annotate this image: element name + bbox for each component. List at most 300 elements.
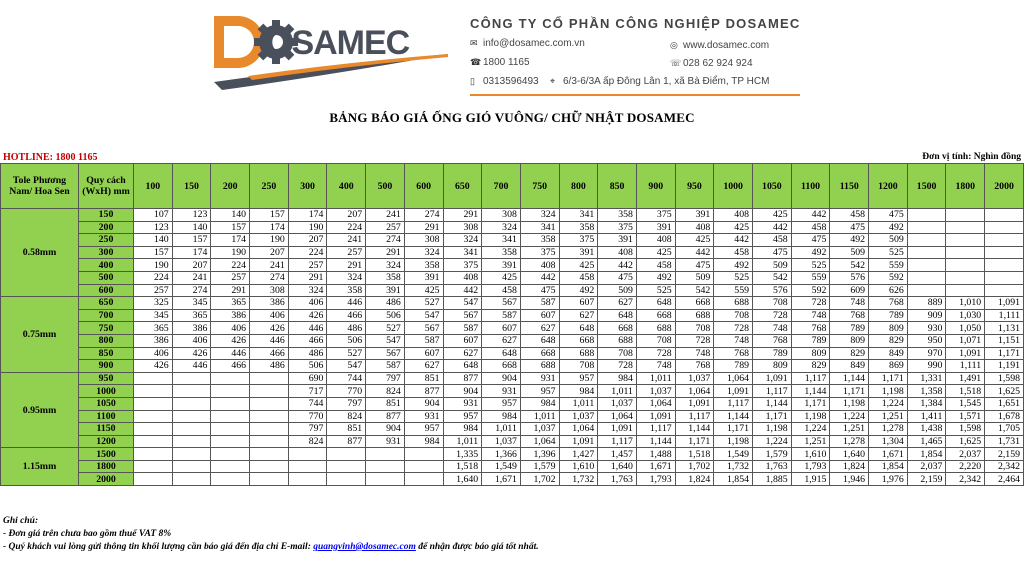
price-cell: 627 <box>404 360 443 373</box>
price-cell: 527 <box>366 322 405 335</box>
table-row <box>1 397 1024 410</box>
table-row <box>1 360 1024 373</box>
price-cell: 1,064 <box>559 423 598 436</box>
table-body <box>1 209 1024 486</box>
price-cell: 274 <box>366 234 405 247</box>
price-cell: 768 <box>869 297 908 310</box>
price-cell: 365 <box>211 297 250 310</box>
price-cell <box>366 460 405 473</box>
price-cell: 627 <box>443 347 482 360</box>
price-cell: 809 <box>791 347 830 360</box>
hotline-contact <box>470 57 530 68</box>
price-cell: 492 <box>714 259 753 272</box>
price-cell: 241 <box>327 234 366 247</box>
price-cell: 690 <box>288 372 327 385</box>
size-cell: 2000 <box>79 473 134 486</box>
price-cell <box>250 397 289 410</box>
price-cell: 475 <box>598 271 637 284</box>
price-cell: 257 <box>288 259 327 272</box>
price-cell <box>134 410 173 423</box>
price-cell: 458 <box>830 209 869 222</box>
price-cell: 442 <box>753 221 792 234</box>
price-cell: 789 <box>714 360 753 373</box>
price-cell: 877 <box>327 435 366 448</box>
price-cell: 375 <box>520 246 559 259</box>
price-cell: 1,111 <box>985 309 1024 322</box>
price-cell: 1,610 <box>791 448 830 461</box>
price-cell: 1,610 <box>559 460 598 473</box>
size-cell: 200 <box>79 221 134 234</box>
price-cell: 789 <box>830 322 869 335</box>
price-cell: 728 <box>636 347 675 360</box>
price-cell <box>172 397 211 410</box>
price-cell <box>327 460 366 473</box>
price-cell: 708 <box>559 360 598 373</box>
price-cell <box>172 372 211 385</box>
price-cell: 1,251 <box>791 435 830 448</box>
price-cell <box>172 473 211 486</box>
price-cell: 1,144 <box>714 410 753 423</box>
price-cell: 442 <box>520 271 559 284</box>
table-row <box>1 234 1024 247</box>
price-cell: 1,171 <box>753 410 792 423</box>
price-cell: 1,064 <box>520 435 559 448</box>
price-cell <box>211 410 250 423</box>
price-cell: 274 <box>172 284 211 297</box>
price-cell: 492 <box>791 246 830 259</box>
website-text[interactable]: www.dosamec.com <box>683 40 770 51</box>
price-cell: 140 <box>211 209 250 222</box>
table-row <box>1 309 1024 322</box>
price-cell: 809 <box>753 360 792 373</box>
price-cell: 425 <box>753 209 792 222</box>
price-cell <box>985 221 1024 234</box>
price-cell: 1,427 <box>559 448 598 461</box>
column-header: 1800 <box>946 164 985 209</box>
size-cell: 1000 <box>79 385 134 398</box>
price-cell: 527 <box>327 347 366 360</box>
column-header: 500 <box>366 164 405 209</box>
price-cell: 241 <box>250 259 289 272</box>
price-cell <box>907 284 946 297</box>
price-cell: 824 <box>327 410 366 423</box>
price-cell <box>172 448 211 461</box>
price-table <box>0 163 1024 486</box>
column-header: 750 <box>520 164 559 209</box>
price-cell: 509 <box>869 234 908 247</box>
price-cell: 425 <box>714 221 753 234</box>
size-cell: 1150 <box>79 423 134 436</box>
table-row <box>1 221 1024 234</box>
price-cell: 789 <box>791 334 830 347</box>
size-cell: 850 <box>79 347 134 360</box>
price-cell: 2,159 <box>985 448 1024 461</box>
price-cell: 1,793 <box>636 473 675 486</box>
table-row <box>1 347 1024 360</box>
price-cell: 325 <box>134 297 173 310</box>
letterhead <box>200 6 800 94</box>
price-cell: 547 <box>366 334 405 347</box>
table-row <box>1 435 1024 448</box>
price-cell: 851 <box>366 397 405 410</box>
price-cell <box>985 284 1024 297</box>
price-cell: 506 <box>327 334 366 347</box>
price-cell: 2,342 <box>985 460 1024 473</box>
price-cell <box>211 473 250 486</box>
price-cell: 157 <box>172 234 211 247</box>
price-cell: 341 <box>443 246 482 259</box>
price-cell: 207 <box>288 234 327 247</box>
note-contact <box>3 541 539 554</box>
price-cell <box>250 423 289 436</box>
price-cell <box>134 448 173 461</box>
price-cell: 984 <box>443 423 482 436</box>
price-cell: 829 <box>869 334 908 347</box>
column-header: 1500 <box>907 164 946 209</box>
price-cell: 408 <box>598 246 637 259</box>
price-cell: 207 <box>172 259 211 272</box>
price-cell <box>946 221 985 234</box>
price-cell: 708 <box>636 334 675 347</box>
price-cell: 1,011 <box>482 423 521 436</box>
price-cell: 984 <box>404 435 443 448</box>
price-cell: 1,091 <box>598 423 637 436</box>
price-cell: 426 <box>134 360 173 373</box>
price-cell: 1,438 <box>907 423 946 436</box>
price-cell: 957 <box>482 397 521 410</box>
price-cell: 466 <box>288 334 327 347</box>
price-cell: 492 <box>830 234 869 247</box>
price-cell: 324 <box>327 271 366 284</box>
price-cell: 1,278 <box>869 423 908 436</box>
price-cell: 1,224 <box>830 410 869 423</box>
price-cell: 425 <box>636 246 675 259</box>
price-cell: 1,549 <box>714 448 753 461</box>
price-cell: 607 <box>443 334 482 347</box>
price-cell: 547 <box>327 360 366 373</box>
price-cell: 1,457 <box>598 448 637 461</box>
price-cell: 324 <box>520 209 559 222</box>
price-cell: 341 <box>559 209 598 222</box>
price-cell: 391 <box>366 284 405 297</box>
price-cell: 748 <box>636 360 675 373</box>
price-cell <box>250 410 289 423</box>
price-cell: 909 <box>907 309 946 322</box>
price-cell: 308 <box>482 209 521 222</box>
price-cell: 341 <box>520 221 559 234</box>
price-cell <box>985 271 1024 284</box>
phone-text: 028 62 924 924 <box>683 58 753 69</box>
price-cell: 728 <box>714 322 753 335</box>
size-cell: 1800 <box>79 460 134 473</box>
price-cell: 1,678 <box>985 410 1024 423</box>
price-cell: 668 <box>675 297 714 310</box>
price-cell <box>907 234 946 247</box>
column-header: 700 <box>482 164 521 209</box>
price-cell: 123 <box>134 221 173 234</box>
price-cell: 375 <box>636 209 675 222</box>
price-cell: 950 <box>907 334 946 347</box>
price-cell: 1,144 <box>791 385 830 398</box>
price-cell: 2,037 <box>946 448 985 461</box>
price-cell <box>134 435 173 448</box>
price-cell: 824 <box>288 435 327 448</box>
column-header: 150 <box>172 164 211 209</box>
size-cell: 800 <box>79 334 134 347</box>
price-cell: 425 <box>404 284 443 297</box>
price-cell: 931 <box>366 435 405 448</box>
price-cell: 1,144 <box>830 372 869 385</box>
price-cell <box>134 473 173 486</box>
mobile-icon: ▯ <box>470 76 475 86</box>
price-cell: 358 <box>598 209 637 222</box>
price-cell: 174 <box>172 246 211 259</box>
price-cell: 931 <box>520 372 559 385</box>
email-contact <box>470 38 585 49</box>
price-cell <box>250 385 289 398</box>
price-cell <box>288 460 327 473</box>
price-cell: 1,011 <box>559 397 598 410</box>
price-cell: 458 <box>636 259 675 272</box>
price-cell: 824 <box>366 385 405 398</box>
price-cell: 1,518 <box>675 448 714 461</box>
price-cell: 1,151 <box>985 334 1024 347</box>
size-cell: 400 <box>79 259 134 272</box>
price-cell: 728 <box>675 334 714 347</box>
mobile-text: 0313596493 <box>483 76 539 87</box>
table-row <box>1 473 1024 486</box>
price-cell: 324 <box>443 234 482 247</box>
price-cell: 1,793 <box>791 460 830 473</box>
price-cell: 1,171 <box>791 397 830 410</box>
table-row <box>1 246 1024 259</box>
thickness-cell: 0.95mm <box>1 372 79 448</box>
note-contact-prefix: - Quý khách vui lòng gửi thông tin khối lượng cần báo giá đến địa chỉ E-mail: <box>3 542 311 552</box>
table-row <box>1 297 1024 310</box>
note-contact-suffix: để nhận được báo giá tốt nhất. <box>418 542 539 552</box>
price-cell: 1,050 <box>946 322 985 335</box>
column-header: 1150 <box>830 164 869 209</box>
price-cell: 1,224 <box>869 397 908 410</box>
price-cell: 475 <box>791 234 830 247</box>
price-cell: 607 <box>520 309 559 322</box>
header-sheet-type: Tole Phương Nam/ Hoa Sen <box>1 164 79 209</box>
price-cell: 442 <box>791 209 830 222</box>
note-vat: - Đơn giá trên chưa bao gồm thuế VAT 8% <box>3 529 172 539</box>
table-row <box>1 423 1024 436</box>
price-cell: 567 <box>482 297 521 310</box>
price-cell: 797 <box>288 423 327 436</box>
price-cell: 626 <box>869 284 908 297</box>
price-cell: 224 <box>327 221 366 234</box>
price-cell <box>211 423 250 436</box>
price-cell: 123 <box>172 209 211 222</box>
table-header-row <box>1 164 1024 209</box>
price-cell: 627 <box>482 334 521 347</box>
price-cell: 174 <box>288 209 327 222</box>
price-cell: 1,071 <box>946 334 985 347</box>
price-cell: 688 <box>714 297 753 310</box>
price-cell: 475 <box>753 246 792 259</box>
price-cell: 768 <box>791 322 830 335</box>
size-cell: 650 <box>79 297 134 310</box>
price-cell: 375 <box>443 259 482 272</box>
price-cell: 1,011 <box>636 372 675 385</box>
price-cell: 408 <box>636 234 675 247</box>
size-cell: 1200 <box>79 435 134 448</box>
price-cell: 2,037 <box>907 460 946 473</box>
email-text[interactable]: info@dosamec.com.vn <box>483 38 585 49</box>
price-cell <box>172 435 211 448</box>
table-row <box>1 271 1024 284</box>
price-cell: 475 <box>830 221 869 234</box>
price-cell: 970 <box>907 347 946 360</box>
price-cell: 748 <box>830 297 869 310</box>
price-cell: 509 <box>598 284 637 297</box>
size-cell: 900 <box>79 360 134 373</box>
price-cell: 391 <box>636 221 675 234</box>
price-cell: 770 <box>327 385 366 398</box>
price-cell: 1,278 <box>830 435 869 448</box>
table-row <box>1 385 1024 398</box>
price-cell <box>134 397 173 410</box>
column-header: 400 <box>327 164 366 209</box>
price-cell <box>946 271 985 284</box>
phone-contact <box>670 58 753 69</box>
price-cell: 475 <box>869 209 908 222</box>
price-cell <box>404 448 443 461</box>
price-cell: 386 <box>250 297 289 310</box>
price-cell: 648 <box>559 322 598 335</box>
column-header: 600 <box>404 164 443 209</box>
price-cell: 492 <box>869 221 908 234</box>
price-cell <box>404 473 443 486</box>
price-cell: 1,651 <box>985 397 1024 410</box>
address-text: 6/3-6/3A ấp Đông Lân 1, xã Bà Điểm, TP HCM <box>563 76 770 87</box>
price-cell: 257 <box>366 221 405 234</box>
phone-icon: ☎ <box>470 57 482 67</box>
price-cell: 324 <box>404 246 443 259</box>
price-cell: 527 <box>404 297 443 310</box>
price-cell: 458 <box>559 271 598 284</box>
price-cell: 241 <box>172 271 211 284</box>
price-cell: 990 <box>907 360 946 373</box>
price-cell: 1,198 <box>753 423 792 436</box>
price-cell: 797 <box>327 397 366 410</box>
price-cell: 1,763 <box>753 460 792 473</box>
price-cell: 291 <box>288 271 327 284</box>
price-cell: 486 <box>366 297 405 310</box>
column-header: 250 <box>250 164 289 209</box>
price-cell: 668 <box>520 347 559 360</box>
price-cell: 904 <box>482 372 521 385</box>
table-row <box>1 410 1024 423</box>
price-cell: 458 <box>714 246 753 259</box>
price-cell: 717 <box>288 385 327 398</box>
price-cell: 877 <box>404 385 443 398</box>
contact-email-link[interactable]: quangvinh@dosamec.com <box>313 542 416 552</box>
price-cell: 466 <box>327 309 366 322</box>
price-cell: 1,251 <box>830 423 869 436</box>
price-cell: 1,091 <box>714 385 753 398</box>
price-cell: 1,732 <box>714 460 753 473</box>
price-cell: 1,705 <box>985 423 1024 436</box>
column-header: 850 <box>598 164 637 209</box>
price-cell: 1,091 <box>675 397 714 410</box>
price-cell: 688 <box>675 309 714 322</box>
size-cell: 950 <box>79 372 134 385</box>
price-cell <box>946 209 985 222</box>
price-cell: 1,171 <box>985 347 1024 360</box>
price-cell: 406 <box>172 334 211 347</box>
price-cell: 648 <box>443 360 482 373</box>
website-contact <box>670 40 769 51</box>
table-row <box>1 322 1024 335</box>
table-row <box>1 259 1024 272</box>
price-cell: 904 <box>366 423 405 436</box>
dosamec-logo <box>208 10 458 90</box>
price-cell: 475 <box>675 259 714 272</box>
price-cell: 190 <box>250 234 289 247</box>
price-cell <box>327 448 366 461</box>
price-cell: 1,037 <box>520 423 559 436</box>
price-cell: 829 <box>791 360 830 373</box>
price-cell <box>404 460 443 473</box>
price-cell: 1,518 <box>443 460 482 473</box>
price-cell: 1,671 <box>636 460 675 473</box>
price-cell: 592 <box>791 284 830 297</box>
price-cell: 587 <box>443 322 482 335</box>
price-cell: 257 <box>134 284 173 297</box>
price-cell: 157 <box>250 209 289 222</box>
unit-label: Đơn vị tính: Nghìn đồng <box>922 152 1021 162</box>
price-cell: 1,763 <box>598 473 637 486</box>
price-cell: 486 <box>288 347 327 360</box>
price-cell: 291 <box>327 259 366 272</box>
price-cell <box>250 460 289 473</box>
size-cell: 1500 <box>79 448 134 461</box>
price-cell: 728 <box>791 297 830 310</box>
price-cell: 426 <box>211 334 250 347</box>
price-cell: 648 <box>482 347 521 360</box>
price-cell: 748 <box>675 347 714 360</box>
price-cell: 957 <box>520 385 559 398</box>
price-cell: 1,171 <box>869 372 908 385</box>
price-cell: 1,488 <box>636 448 675 461</box>
price-cell: 406 <box>250 309 289 322</box>
price-cell: 375 <box>598 221 637 234</box>
price-cell <box>250 435 289 448</box>
price-cell: 984 <box>520 397 559 410</box>
price-cell <box>172 410 211 423</box>
price-cell: 446 <box>172 360 211 373</box>
price-cell: 358 <box>327 284 366 297</box>
price-cell: 1,011 <box>443 435 482 448</box>
column-header: 900 <box>636 164 675 209</box>
price-cell: 1,037 <box>598 397 637 410</box>
price-cell: 770 <box>288 410 327 423</box>
price-cell: 408 <box>443 271 482 284</box>
price-cell: 1,885 <box>753 473 792 486</box>
price-cell: 291 <box>211 284 250 297</box>
price-cell: 1,010 <box>946 297 985 310</box>
price-cell: 1,191 <box>985 360 1024 373</box>
price-cell: 1,111 <box>946 360 985 373</box>
price-cell: 345 <box>172 297 211 310</box>
price-cell: 224 <box>211 259 250 272</box>
price-cell: 406 <box>134 347 173 360</box>
price-cell: 648 <box>520 334 559 347</box>
